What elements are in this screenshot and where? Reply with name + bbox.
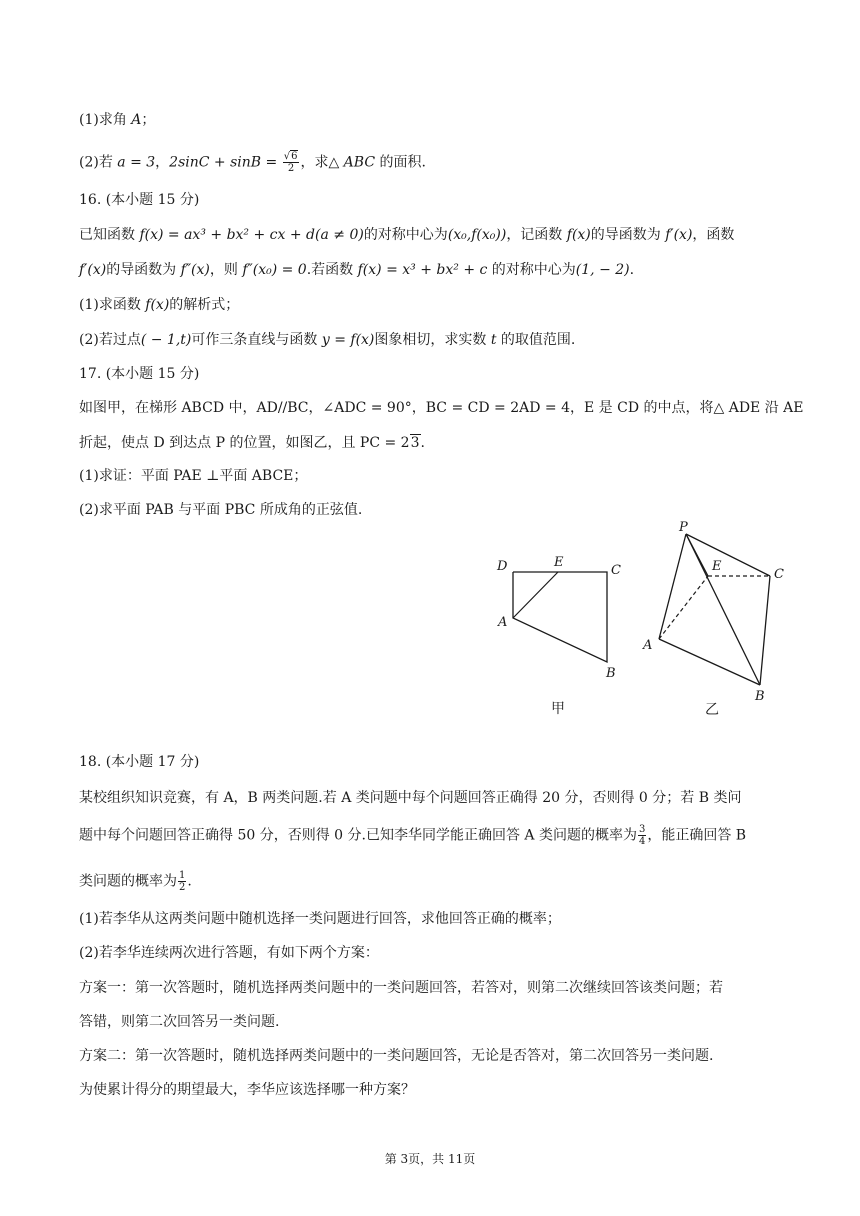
edge-bc (760, 576, 770, 685)
page-footer: 第 3页，共 11页 (384, 1152, 476, 1166)
q16-part1: (1)求函数 f(x)的解析式； (79, 297, 240, 313)
edge-pe (686, 534, 708, 576)
q18-plan1-line1: 方案一：第一次答题时，随机选择两类问题中的一类问题回答，若答对，则第二次继续回答该类问题；若 (79, 980, 723, 996)
label-a: A (643, 638, 653, 653)
label-c: C (774, 567, 784, 582)
q17-header: 17. (本小题 15 分) (79, 366, 200, 382)
q15-part2: (2)若 a = 3，2sinC + sinB = $\frac{√6}{2}$ ，求△ ABC 的面积. (79, 151, 426, 174)
figure-folded-yi (640, 518, 800, 723)
fraction-1-2: $\frac{1}{2}$ (179, 870, 186, 893)
segment-ae (513, 572, 558, 618)
fraction-sqrt6-over-2: $\frac{√6}{2}$ (283, 151, 298, 174)
edge-ab (659, 639, 760, 685)
edge-pb (686, 534, 760, 685)
caption-yi: 乙 (705, 702, 719, 718)
q18-part1: (1)若李华从这两类问题中随机选择一类问题进行回答，求他回答正确的概率； (79, 911, 561, 927)
q18-ask: 为使累计得分的期望最大，李华应该选择哪一种方案？ (79, 1082, 415, 1098)
q17-line1: 如图甲，在梯形 ABCD 中，AD//BC，∠ADC = 90°，BC = CD = 2AD = 4，E 是 CD 的中点，将△ ADE 沿 AE (79, 400, 804, 416)
label-e: E (554, 555, 564, 570)
q17-line2: 折起，使点 D 到达点 P 的位置，如图乙，且 PC = 23. (79, 435, 425, 451)
q17-part1: (1)求证：平面 PAE ⊥平面 ABCE； (79, 468, 308, 484)
edge-pa (659, 534, 686, 639)
label-p: P (679, 520, 688, 535)
trapezoid-outline (513, 572, 607, 662)
edge-pc (686, 534, 770, 576)
q18-line1: 某校组织知识竞赛，有 A，B 两类问题.若 A 类问题中每个问题回答正确得 20 分，否则得 0 分；若 B 类问 (79, 790, 742, 806)
caption-jia: 甲 (551, 701, 565, 717)
q18-plan2: 方案二：第一次答题时，随机选择两类问题中的一类问题回答，无论是否答对，第二次回答另一类问题. (79, 1048, 714, 1064)
q17-part2: (2)求平面 PAB 与平面 PBC 所成角的正弦值. (79, 502, 363, 518)
q18-line3: 类问题的概率为 $\frac{1}{2}$ . (79, 870, 192, 893)
q16-header: 16. (本小题 15 分) (79, 192, 200, 208)
q18-plan1-line2: 答错，则第二次回答另一类问题. (79, 1014, 280, 1030)
label-d: D (497, 559, 508, 574)
label-b: B (606, 666, 616, 681)
q18-line2: 题中每个问题回答正确得 50 分，否则得 0 分.已知李华同学能正确回答 A 类问题的概率为 $\frac{3}{4}$ ，能正确回答 B (79, 824, 747, 847)
label-c: C (611, 563, 621, 578)
label-e: E (712, 559, 722, 574)
fraction-3-4: $\frac{3}{4}$ (638, 824, 646, 847)
q18-header: 18. (本小题 17 分) (79, 754, 200, 770)
figure-trapezoid-jia (490, 548, 630, 723)
q18-part2: (2)若李华连续两次进行答题，有如下两个方案： (79, 945, 379, 961)
q15-part1: (1)求角 A； (79, 112, 156, 128)
q16-line1: 已知函数 f(x) = ax³ + bx² + cx + d(a ≠ 0)的对称中心为(x₀,f(x₀))，记函数 f(x)的导函数为 f′(x)，函数 (79, 227, 735, 243)
label-b: B (755, 689, 765, 704)
label-a: A (498, 615, 508, 630)
edge-ae-hidden (659, 576, 708, 639)
q16-line2: f′(x)的导函数为 f″(x)，则 f″(x₀) = 0.若函数 f(x) = x³ + bx² + c 的对称中心为(1, − 2). (79, 262, 635, 278)
q16-part2: (2)若过点( − 1,t)可作三条直线与函数 y = f(x)图象相切，求实数 t 的取值范围. (79, 332, 576, 348)
